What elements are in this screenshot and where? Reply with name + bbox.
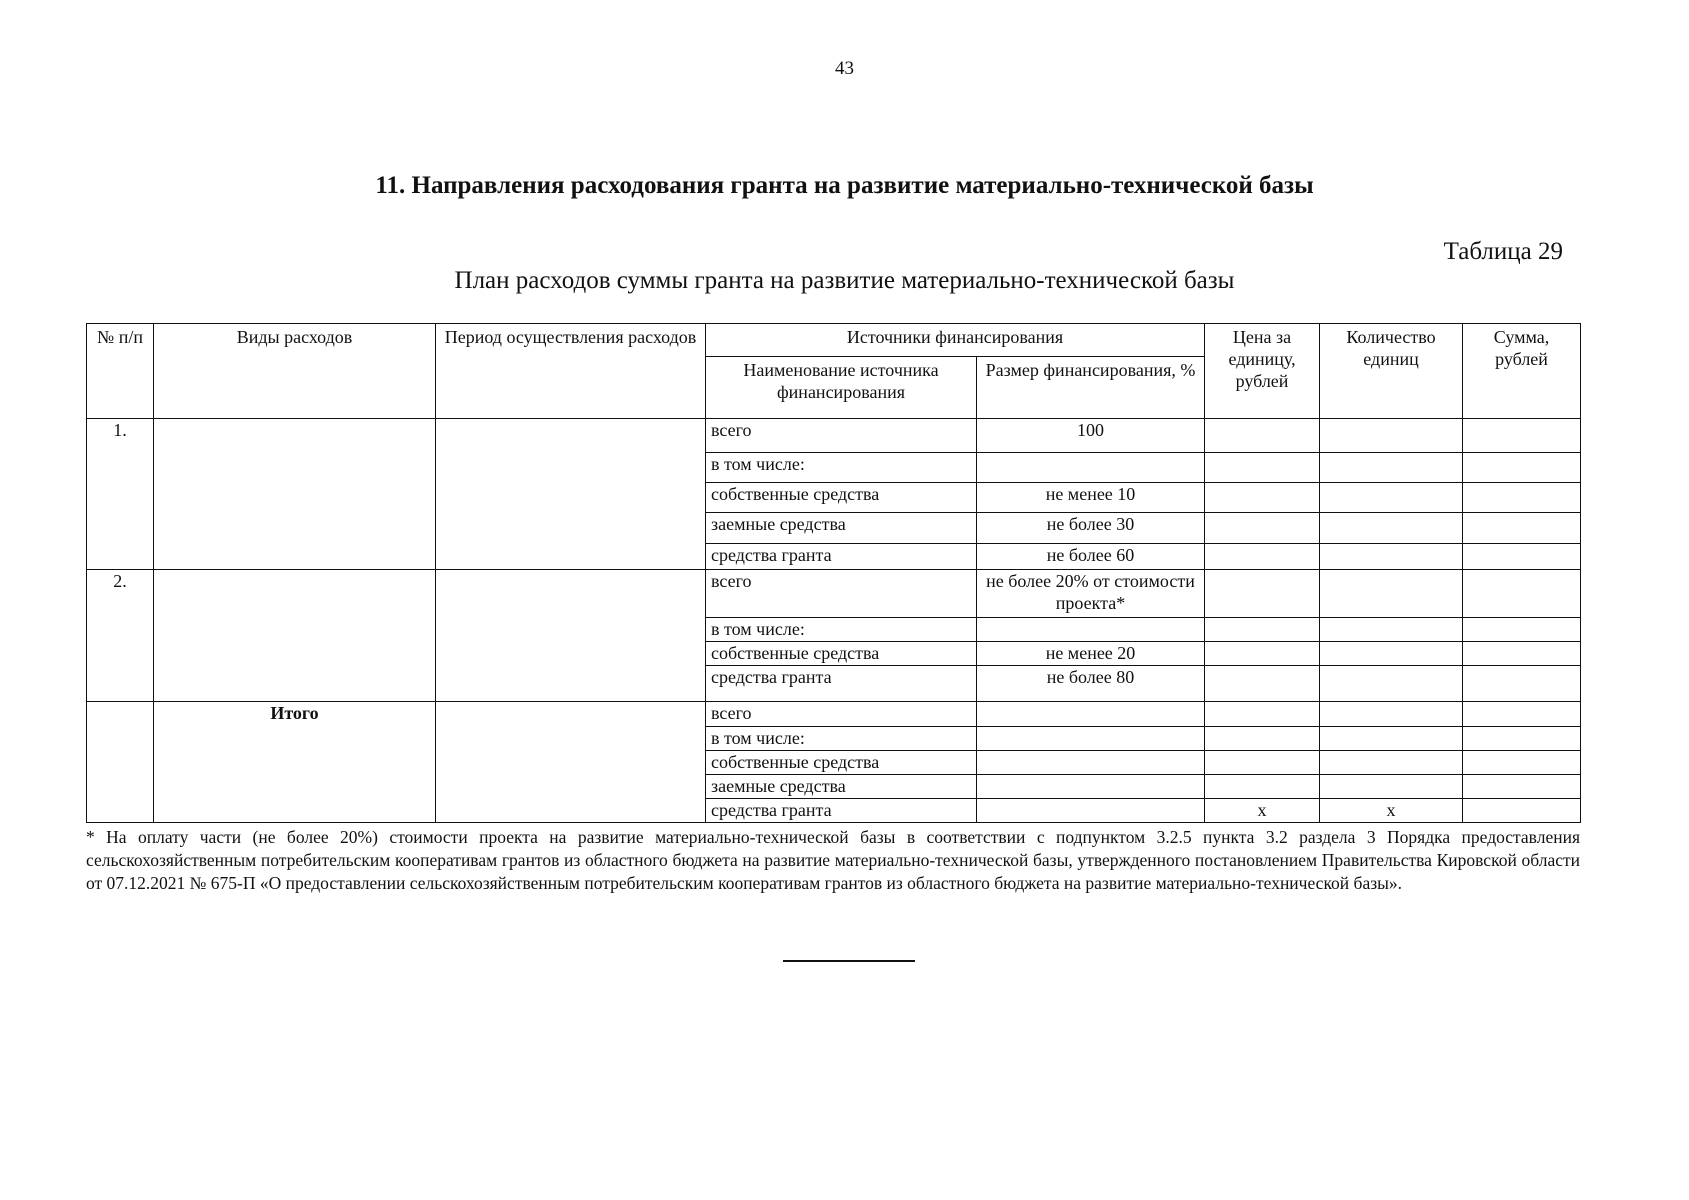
quantity-cell <box>1320 751 1463 775</box>
unit-price-cell: х <box>1205 799 1320 823</box>
source-share-cell <box>977 751 1205 775</box>
row-number: 2. <box>87 570 154 702</box>
unit-price-cell <box>1205 702 1320 727</box>
source-name-cell: всего <box>706 702 977 727</box>
total-cell <box>1463 570 1581 618</box>
total-cell <box>1463 751 1581 775</box>
unit-price-cell <box>1205 727 1320 751</box>
source-share-cell <box>977 727 1205 751</box>
total-cell <box>1463 483 1581 513</box>
table-row <box>87 570 1581 618</box>
row-number <box>87 702 154 823</box>
expense-type-cell <box>154 570 436 702</box>
source-share-cell: не более 80 <box>977 666 1205 702</box>
expense-plan-table <box>86 323 1581 823</box>
source-share-cell <box>977 702 1205 727</box>
header-expense-type: Виды расходов <box>154 324 436 419</box>
quantity-cell <box>1320 419 1463 453</box>
source-name-cell: заемные средства <box>706 513 977 544</box>
quantity-cell <box>1320 618 1463 642</box>
quantity-cell <box>1320 453 1463 483</box>
source-share-cell <box>977 453 1205 483</box>
quantity-cell <box>1320 666 1463 702</box>
quantity-cell <box>1320 727 1463 751</box>
quantity-cell <box>1320 544 1463 570</box>
total-cell <box>1463 775 1581 799</box>
unit-price-cell <box>1205 642 1320 666</box>
unit-price-cell <box>1205 570 1320 618</box>
unit-price-cell <box>1205 513 1320 544</box>
page-number: 43 <box>835 58 854 79</box>
total-cell <box>1463 799 1581 823</box>
period-cell <box>436 570 706 702</box>
source-name-cell: в том числе: <box>706 727 977 751</box>
header-total: Сумма, рублей <box>1463 324 1581 419</box>
total-label-cell: Итого <box>154 702 436 823</box>
source-name-cell: в том числе: <box>706 453 977 483</box>
table-row <box>87 702 1581 727</box>
total-cell <box>1463 453 1581 483</box>
source-name-cell: средства гранта <box>706 544 977 570</box>
period-cell <box>436 419 706 570</box>
section-title: 11. Направления расходования гранта на развитие материально-технической базы <box>375 172 1314 199</box>
end-divider <box>783 960 915 962</box>
source-name-cell: средства гранта <box>706 799 977 823</box>
unit-price-cell <box>1205 666 1320 702</box>
total-cell <box>1463 727 1581 751</box>
source-share-cell: не менее 10 <box>977 483 1205 513</box>
unit-price-cell <box>1205 483 1320 513</box>
unit-price-cell <box>1205 453 1320 483</box>
quantity-cell: х <box>1320 799 1463 823</box>
footnote: * На оплату части (не более 20%) стоимости проекта на развитие материально-технической базы в соответствии с подпунктом 3.2.5 пункта 3.2 раздела 3 Порядка предоставления сельскохозяйственным потребительским кооперативам грантов из областного бюджета на развитие материально-технической базы, утвержденного постановлением Правительства Кировской области от 07.12.2021 № 675-П «О предоставлении сельскохозяйственным потребительским кооперативам грантов из областного бюджета на развитие материально-технической базы». <box>86 827 1580 893</box>
total-cell <box>1463 544 1581 570</box>
header-sources: Источники финансирования <box>706 324 1205 357</box>
expense-type-cell <box>154 419 436 570</box>
header-period: Период осуществления расходов <box>436 324 706 419</box>
source-name-cell: собственные средства <box>706 751 977 775</box>
table-caption: План расходов суммы гранта на развитие материально-технической базы <box>454 267 1235 294</box>
source-name-cell: собственные средства <box>706 483 977 513</box>
source-share-cell: не более 60 <box>977 544 1205 570</box>
total-cell <box>1463 702 1581 727</box>
header-num: № п/п <box>87 324 154 419</box>
unit-price-cell <box>1205 419 1320 453</box>
quantity-cell <box>1320 642 1463 666</box>
total-cell <box>1463 666 1581 702</box>
source-share-cell <box>977 775 1205 799</box>
source-share-cell: не менее 20 <box>977 642 1205 666</box>
quantity-cell <box>1320 483 1463 513</box>
table-row <box>87 419 1581 453</box>
row-number: 1. <box>87 419 154 570</box>
source-name-cell: в том числе: <box>706 618 977 642</box>
total-cell <box>1463 642 1581 666</box>
source-name-cell: заемные средства <box>706 775 977 799</box>
header-source-share: Размер финансирования, % <box>977 357 1205 419</box>
total-cell <box>1463 618 1581 642</box>
unit-price-cell <box>1205 544 1320 570</box>
source-name-cell: средства гранта <box>706 666 977 702</box>
header-source-name: Наименование источника финансирования <box>706 357 977 419</box>
quantity-cell <box>1320 570 1463 618</box>
period-cell <box>436 702 706 823</box>
source-share-cell <box>977 799 1205 823</box>
header-unit-price: Цена за единицу, рублей <box>1205 324 1320 419</box>
source-name-cell: всего <box>706 570 977 618</box>
quantity-cell <box>1320 775 1463 799</box>
unit-price-cell <box>1205 751 1320 775</box>
unit-price-cell <box>1205 618 1320 642</box>
source-share-cell: не более 20% от стоимости проекта* <box>977 570 1205 618</box>
table-number: Таблица 29 <box>1443 238 1563 265</box>
total-cell <box>1463 419 1581 453</box>
source-share-cell <box>977 618 1205 642</box>
quantity-cell <box>1320 513 1463 544</box>
header-quantity: Количество единиц <box>1320 324 1463 419</box>
source-name-cell: собственные средства <box>706 642 977 666</box>
source-name-cell: всего <box>706 419 977 453</box>
source-share-cell: 100 <box>977 419 1205 453</box>
total-cell <box>1463 513 1581 544</box>
unit-price-cell <box>1205 775 1320 799</box>
source-share-cell: не более 30 <box>977 513 1205 544</box>
quantity-cell <box>1320 702 1463 727</box>
